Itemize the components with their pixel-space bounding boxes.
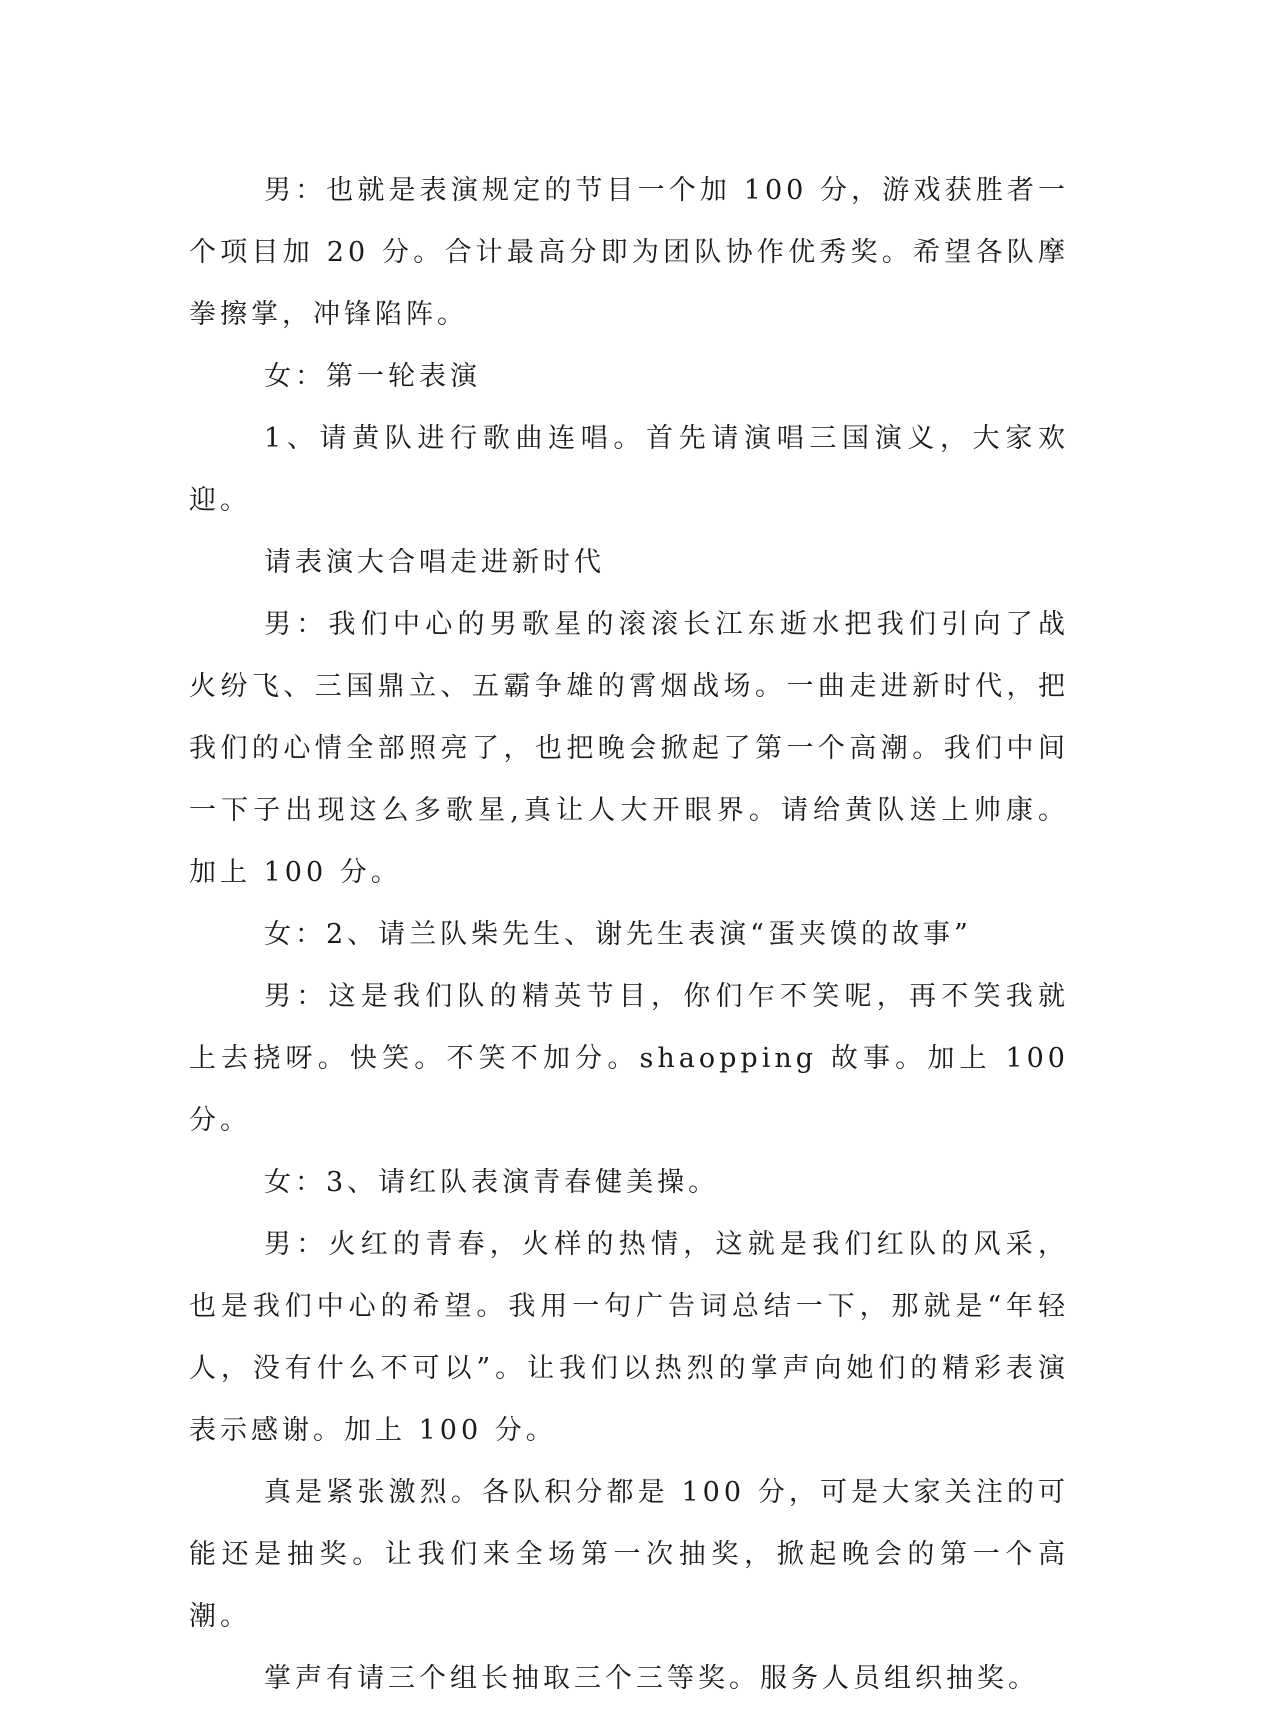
paragraph: 男：也就是表演规定的节目一个加 100 分，游戏获胜者一个项目加 20 分。合计最高分即为团队协作优秀奖。希望各队摩拳擦掌，冲锋陷阵。 xyxy=(189,175,1069,330)
paragraph: 女：第一轮表演 xyxy=(264,361,481,392)
paragraph: 女：3、请红队表演青春健美操。 xyxy=(264,1167,720,1198)
paragraph: 掌声有请三个组长抽取三个三等奖。服务人员组织抽奖。 xyxy=(264,1663,1039,1694)
paragraph: 男：我们中心的男歌星的滚滚长江东逝水把我们引向了战火纷飞、三国鼎立、五霸争雄的霄烟战场。一曲走进新时代，把我们的心情全部照亮了，也把晚会掀起了第一个高潮。我们中间一下子出现这么多歌星,真让人大开眼界。请给黄队送上帅康。加上 100 分。 xyxy=(189,609,1069,888)
paragraph: 请表演大合唱走进新时代 xyxy=(264,547,605,578)
paragraph: 真是紧张激烈。各队积分都是 100 分，可是大家关注的可能还是抽奖。让我们来全场第一次抽奖，掀起晚会的第一个高潮。 xyxy=(189,1477,1069,1632)
paragraph: 男：这是我们队的精英节目，你们乍不笑呢，再不笑我就上去挠呀。快笑。不笑不加分。shaopping 故事。加上 100 分。 xyxy=(189,981,1069,1136)
document-body xyxy=(189,160,1069,1710)
paragraph: 1、请黄队进行歌曲连唱。首先请演唱三国演义，大家欢迎。 xyxy=(189,423,1069,516)
paragraph: 男：火红的青春，火样的热情，这就是我们红队的风采，也是我们中心的希望。我用一句广告词总结一下，那就是“年轻人，没有什么不可以”。让我们以热烈的掌声向她们的精彩表演表示感谢。加上 100 分。 xyxy=(189,1229,1069,1446)
paragraph: 女：2、请兰队柴先生、谢先生表演“蛋夹馍的故事” xyxy=(264,919,972,950)
